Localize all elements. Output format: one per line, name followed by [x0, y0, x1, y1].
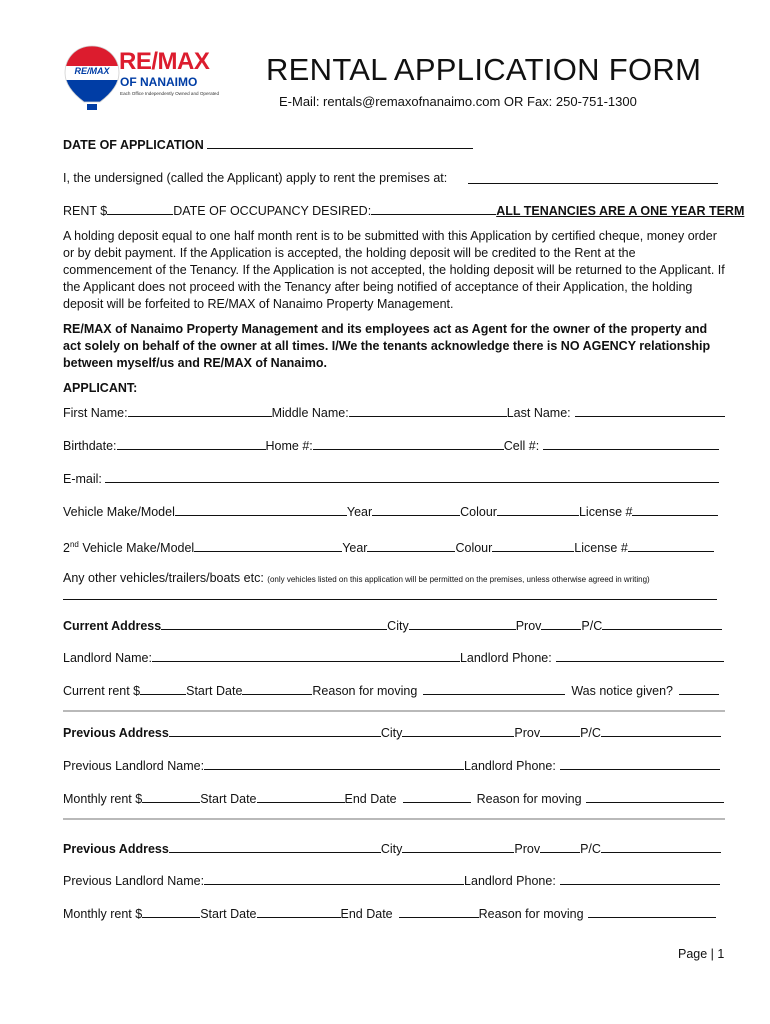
vehicle-license-field[interactable] [632, 504, 718, 516]
previous2-landlord-phone-label: Landlord Phone: [464, 874, 556, 888]
current-pc-label: P/C [581, 619, 603, 633]
previous2-address-label: Previous Address [63, 842, 169, 856]
other-vehicles-label: Any other vehicles/trailers/boats etc: [63, 571, 264, 585]
current-start-label: Start Date [186, 684, 243, 698]
vehicle2-year-field[interactable] [367, 540, 455, 552]
previous1-address-row [63, 725, 721, 741]
vehicle2-colour-label: Colour [455, 541, 493, 556]
previous1-address-label: Previous Address [63, 726, 169, 740]
previous2-rent-field[interactable] [142, 906, 200, 918]
current-address-field[interactable] [161, 618, 387, 630]
balloon-brand-text: RE/MAX [74, 66, 110, 76]
current-landlord-row [63, 650, 724, 666]
current-prov-field[interactable] [541, 618, 581, 630]
previous2-landlord-name-field[interactable] [204, 873, 464, 885]
previous2-prov-label: Prov [514, 842, 541, 856]
previous1-pc-label: P/C [580, 726, 601, 740]
middle-name-label: Middle Name: [271, 406, 349, 420]
rent-row [63, 203, 744, 219]
previous1-start-label: Start Date [200, 792, 257, 806]
previous1-end-label: End Date [344, 792, 397, 806]
last-name-label: Last Name: [506, 406, 571, 420]
current-rent-label: Current rent $ [63, 684, 141, 698]
remax-logo [62, 44, 232, 114]
previous1-rent-label: Monthly rent $ [63, 792, 143, 806]
hot-air-balloon-icon [62, 44, 122, 114]
last-name-field[interactable] [575, 405, 725, 417]
previous1-city-field[interactable] [402, 725, 514, 737]
email-label: E-mail: [63, 472, 102, 486]
previous2-reason-label: Reason for moving [478, 907, 584, 921]
section-divider-2 [63, 818, 725, 820]
applicant-heading: APPLICANT: [63, 381, 138, 395]
cell-phone-field[interactable] [543, 438, 719, 450]
vehicle2-field[interactable] [194, 540, 342, 552]
page-number: Page | 1 [678, 947, 725, 961]
previous1-address-field[interactable] [169, 725, 381, 737]
first-name-label: First Name: [63, 406, 128, 420]
birthdate-field[interactable] [117, 438, 266, 450]
other-vehicles-note: (only vehicles listed on this application will be permitted on the premises, unless otherwise agreed in writing) [267, 575, 650, 584]
previous2-city-label: City [380, 842, 403, 856]
notice-given-field[interactable] [679, 683, 719, 695]
previous2-address-row [63, 841, 721, 857]
previous2-pc-label: P/C [580, 842, 601, 856]
previous1-landlord-row [63, 758, 720, 774]
previous2-end-field[interactable] [399, 906, 479, 918]
date-of-application-field[interactable] [207, 137, 473, 149]
brand-name: RE/MAX [119, 48, 210, 75]
office-name: OF NANAIMO [120, 75, 198, 89]
occupancy-field[interactable] [371, 203, 496, 215]
middle-name-field[interactable] [349, 405, 507, 417]
term-note: ALL TENANCIES ARE A ONE YEAR TERM [496, 204, 745, 218]
occupancy-label: DATE OF OCCUPANCY DESIRED: [173, 204, 372, 218]
vehicle-year-field[interactable] [372, 504, 460, 516]
current-reason-field[interactable] [423, 683, 565, 695]
phone-row [63, 438, 719, 454]
previous1-landlord-phone-label: Landlord Phone: [464, 759, 556, 773]
landlord-name-field[interactable] [152, 650, 460, 662]
vehicle2-year-label: Year [342, 541, 368, 556]
section-divider [63, 710, 725, 712]
current-address-label: Current Address [63, 619, 162, 633]
vehicle2-number: 2 [63, 541, 70, 556]
previous1-rent-row [63, 791, 724, 807]
agency-paragraph: RE/MAX of Nanaimo Property Management and its employees act as Agent for the owner of the property and act solely on behalf of the owner at all times. I/We the tenants acknowledge there is NO AGENCY relationship between myself/us and RE/MAX of Nanaimo. [63, 322, 711, 370]
current-city-label: City [387, 619, 409, 633]
previous1-city-label: City [380, 726, 403, 740]
previous1-start-field[interactable] [257, 791, 345, 803]
contact-info: E-Mail: rentals@remaxofnanaimo.com OR Fax: 250-751-1300 [279, 94, 637, 109]
rent-field[interactable] [107, 203, 173, 215]
vehicle2-row [63, 537, 714, 556]
name-row [63, 405, 725, 421]
vehicle2-ordinal: nd [69, 540, 79, 549]
vehicle-colour-label: Colour [460, 505, 497, 519]
previous2-pc-field[interactable] [601, 841, 721, 853]
vehicle2-license-field[interactable] [628, 540, 714, 552]
previous1-end-field[interactable] [403, 791, 471, 803]
previous2-landlord-phone-field[interactable] [560, 873, 720, 885]
other-vehicles-row [63, 570, 650, 588]
current-address-row [63, 618, 722, 634]
previous2-city-field[interactable] [402, 841, 514, 853]
previous2-start-label: Start Date [200, 907, 257, 921]
vehicle-colour-field[interactable] [497, 504, 579, 516]
landlord-phone-field[interactable] [556, 650, 724, 662]
previous2-rent-row [63, 906, 716, 922]
vehicle2-label: Vehicle Make/Model [78, 541, 195, 556]
vehicle2-license-label: License # [574, 541, 628, 556]
previous1-landlord-phone-field[interactable] [560, 758, 720, 770]
logo-tagline: Each Office Independently Owned and Operated [120, 91, 220, 96]
vehicle-field[interactable] [175, 504, 347, 516]
vehicle-license-label: License # [578, 505, 633, 519]
previous1-prov-field[interactable] [540, 725, 580, 737]
vehicle-label: Vehicle Make/Model [63, 505, 175, 519]
vehicle-row [63, 504, 718, 520]
current-city-field[interactable] [409, 618, 516, 630]
previous1-reason-field[interactable] [586, 791, 724, 803]
first-name-field[interactable] [128, 405, 272, 417]
current-start-field[interactable] [242, 683, 312, 695]
current-prov-label: Prov [515, 619, 542, 633]
cell-phone-label: Cell #: [503, 439, 540, 453]
current-rent-field[interactable] [140, 683, 186, 695]
previous2-end-label: End Date [340, 907, 393, 921]
previous2-reason-field[interactable] [588, 906, 716, 918]
current-pc-field[interactable] [602, 618, 722, 630]
vehicle2-colour-field[interactable] [492, 540, 574, 552]
email-row [63, 471, 719, 487]
previous1-prov-label: Prov [514, 726, 541, 740]
premises-field[interactable] [468, 172, 718, 184]
other-vehicles-field[interactable] [63, 588, 717, 600]
notice-given-label: Was notice given? [571, 684, 674, 698]
birthdate-label: Birthdate: [63, 439, 117, 453]
previous1-reason-label: Reason for moving [476, 792, 582, 806]
landlord-phone-label: Landlord Phone: [459, 651, 552, 665]
date-of-application-row [63, 137, 473, 153]
previous1-rent-field[interactable] [142, 791, 200, 803]
deposit-paragraph: A holding deposit equal to one half month rent is to be submitted with this Application by certified cheque, money order or by debit payment. If the Application is accepted, the holding deposit will be credited to the Rent at the commencement of the Tenancy. If the Application is not accepted, the holding deposit will be returned to the Applicant. If the Applicant does not proceed with the Tenancy after being notified of acceptance of their Application, the holding deposit will be forfeited to RE/MAX of Nanaimo Property Management. [63, 229, 725, 311]
home-phone-label: Home #: [265, 439, 313, 453]
previous2-start-field[interactable] [257, 906, 341, 918]
previous2-rent-label: Monthly rent $ [63, 907, 143, 921]
previous1-pc-field[interactable] [601, 725, 721, 737]
page-title: RENTAL APPLICATION FORM [266, 52, 702, 87]
previous2-address-field[interactable] [169, 841, 381, 853]
previous1-landlord-name-label: Previous Landlord Name: [63, 759, 205, 773]
previous2-landlord-name-label: Previous Landlord Name: [63, 874, 205, 888]
email-field[interactable] [105, 471, 719, 483]
rent-label: RENT $ [63, 204, 108, 218]
previous2-landlord-row [63, 873, 720, 889]
vehicle-year-label: Year [346, 505, 373, 519]
home-phone-field[interactable] [313, 438, 504, 450]
previous2-prov-field[interactable] [540, 841, 580, 853]
date-of-application-label: DATE OF APPLICATION [63, 138, 204, 152]
current-reason-label: Reason for moving [312, 684, 418, 698]
current-rent-row [63, 683, 719, 699]
previous1-landlord-name-field[interactable] [204, 758, 464, 770]
landlord-name-label: Landlord Name: [63, 651, 152, 665]
premises-row [63, 170, 447, 186]
premises-label: I, the undersigned (called the Applicant) apply to rent the premises at: [63, 171, 448, 185]
